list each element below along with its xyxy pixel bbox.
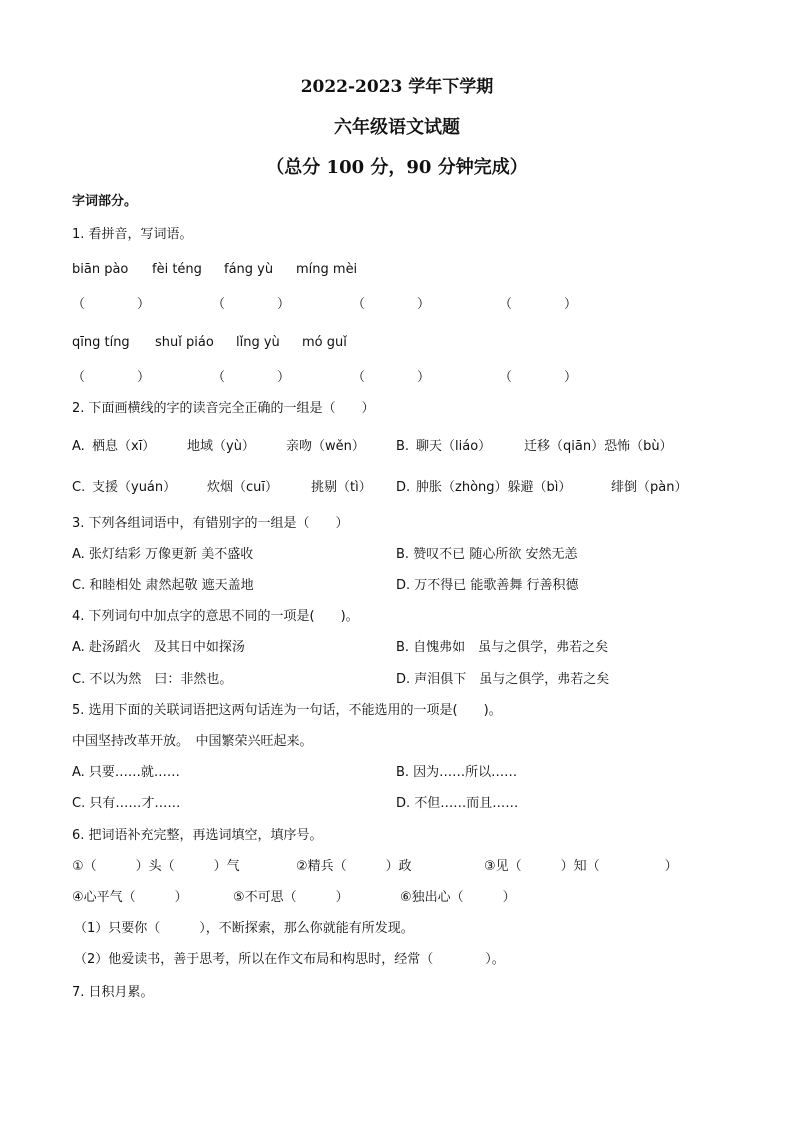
fill-sentence-2[interactable]: （2）他爱读书，善于思考，所以在作文布局和构思时，经常（ ）。 <box>74 952 505 967</box>
option-item: 绯倒（pàn） <box>611 480 688 495</box>
option-a: A. 赴汤蹈火 及其日中如探汤 <box>72 640 245 655</box>
option-item: 亲吻（wěn） <box>286 439 365 454</box>
answer-blank[interactable]: （ ） <box>72 297 151 312</box>
pinyin-2-2: shuǐ piáo <box>155 335 214 350</box>
option-b: B. 自愧弗如 虽与之俱学，弗若之矣 <box>396 640 609 655</box>
answer-blank[interactable]: （ ） <box>212 297 291 312</box>
question-1-stem: 1. 看拼音，写词语。 <box>72 227 193 242</box>
option-item: 炊烟（cuī） <box>207 480 278 495</box>
pinyin-1-1: biān pào <box>72 262 129 277</box>
exam-subject-title: 六年级语文试题 <box>334 117 460 138</box>
idiom-blank-item[interactable]: ②精兵（ ）政 <box>296 859 412 874</box>
question-7-stem: 7. 日积月累。 <box>72 985 154 1000</box>
answer-blank[interactable]: （ ） <box>212 370 291 385</box>
option-item: 迁移（qiān）恐怖（bù） <box>524 439 673 454</box>
answer-blank[interactable]: （ ） <box>499 297 578 312</box>
question-5-sentence: 中国坚持改革开放。 中国繁荣兴旺起来。 <box>72 734 313 749</box>
fill-sentence-1[interactable]: （1）只要你（ ），不断探索，那么你就能有所发现。 <box>74 921 414 936</box>
option-item: 聊天（liáo） <box>416 439 492 454</box>
option-c: C. 和睦相处 肃然起敬 遮天盖地 <box>72 578 254 593</box>
question-5-stem: 5. 选用下面的关联词语把这两句话连为一句话，不能选用的一项是( )。 <box>72 703 502 718</box>
question-3-stem: 3. 下列各组词语中，有错别字的一组是（ ） <box>72 516 349 531</box>
option-c: C. 不以为然 曰：非然也。 <box>72 672 233 687</box>
option-item: 支援（yuán） <box>92 480 177 495</box>
exam-year-title: 2022-2023 学年下学期 <box>300 77 494 97</box>
idiom-blank-item[interactable]: ④心平气（ ） <box>72 890 188 905</box>
pinyin-2-1: qīng tíng <box>72 335 130 350</box>
question-4-stem: 4. 下列词句中加点字的意思不同的一项是( )。 <box>72 609 359 624</box>
idiom-blank-item[interactable]: ⑥独出心（ ） <box>400 890 516 905</box>
option-a: A. 张灯结彩 万像更新 美不盛收 <box>72 547 254 562</box>
pinyin-2-3: lǐng yù <box>236 335 280 350</box>
option-item: 栖息（xī） <box>92 439 156 454</box>
answer-blank[interactable]: （ ） <box>499 370 578 385</box>
section-heading: 字词部分。 <box>72 194 138 209</box>
pinyin-1-4: míng mèi <box>296 262 358 277</box>
option-item: 挑剔（tì） <box>311 480 372 495</box>
option-d: D. 声泪俱下 虽与之俱学，弗若之矣 <box>396 672 610 687</box>
idiom-blank-item[interactable]: ⑤不可思（ ） <box>233 890 349 905</box>
option-label: C. <box>72 480 86 495</box>
option-b: B. 赞叹不已 随心所欲 安然无恙 <box>396 547 578 562</box>
pinyin-1-3: fáng yù <box>224 262 274 277</box>
option-d: D. 不但……而且…… <box>396 796 519 811</box>
option-a: A. 只要……就…… <box>72 765 180 780</box>
pinyin-2-4: mó guǐ <box>302 335 347 350</box>
question-2-stem: 2. 下面画横线的字的读音完全正确的一组是（ ） <box>72 401 375 416</box>
option-label: A. <box>72 439 85 454</box>
exam-score-time: （总分 100 分，90 分钟完成） <box>266 157 528 178</box>
answer-blank[interactable]: （ ） <box>352 297 431 312</box>
option-item: 肿胀（zhòng）躲避（bì） <box>416 480 572 495</box>
option-label: B. <box>396 439 410 454</box>
option-d: D. 万不得已 能歌善舞 行善积德 <box>396 578 579 593</box>
question-6-stem: 6. 把词语补充完整，再选词填空，填序号。 <box>72 828 323 843</box>
option-c: C. 只有……才…… <box>72 796 181 811</box>
idiom-blank-item[interactable]: ③见（ ）知（ ） <box>484 859 678 874</box>
answer-blank[interactable]: （ ） <box>72 370 151 385</box>
answer-blank[interactable]: （ ） <box>352 370 431 385</box>
option-label: D. <box>396 480 411 495</box>
option-item: 地域（yù） <box>187 439 255 454</box>
option-b: B. 因为……所以…… <box>396 765 518 780</box>
pinyin-1-2: fèi téng <box>152 262 202 277</box>
idiom-blank-item[interactable]: ①（ ）头（ ）气 <box>72 859 240 874</box>
